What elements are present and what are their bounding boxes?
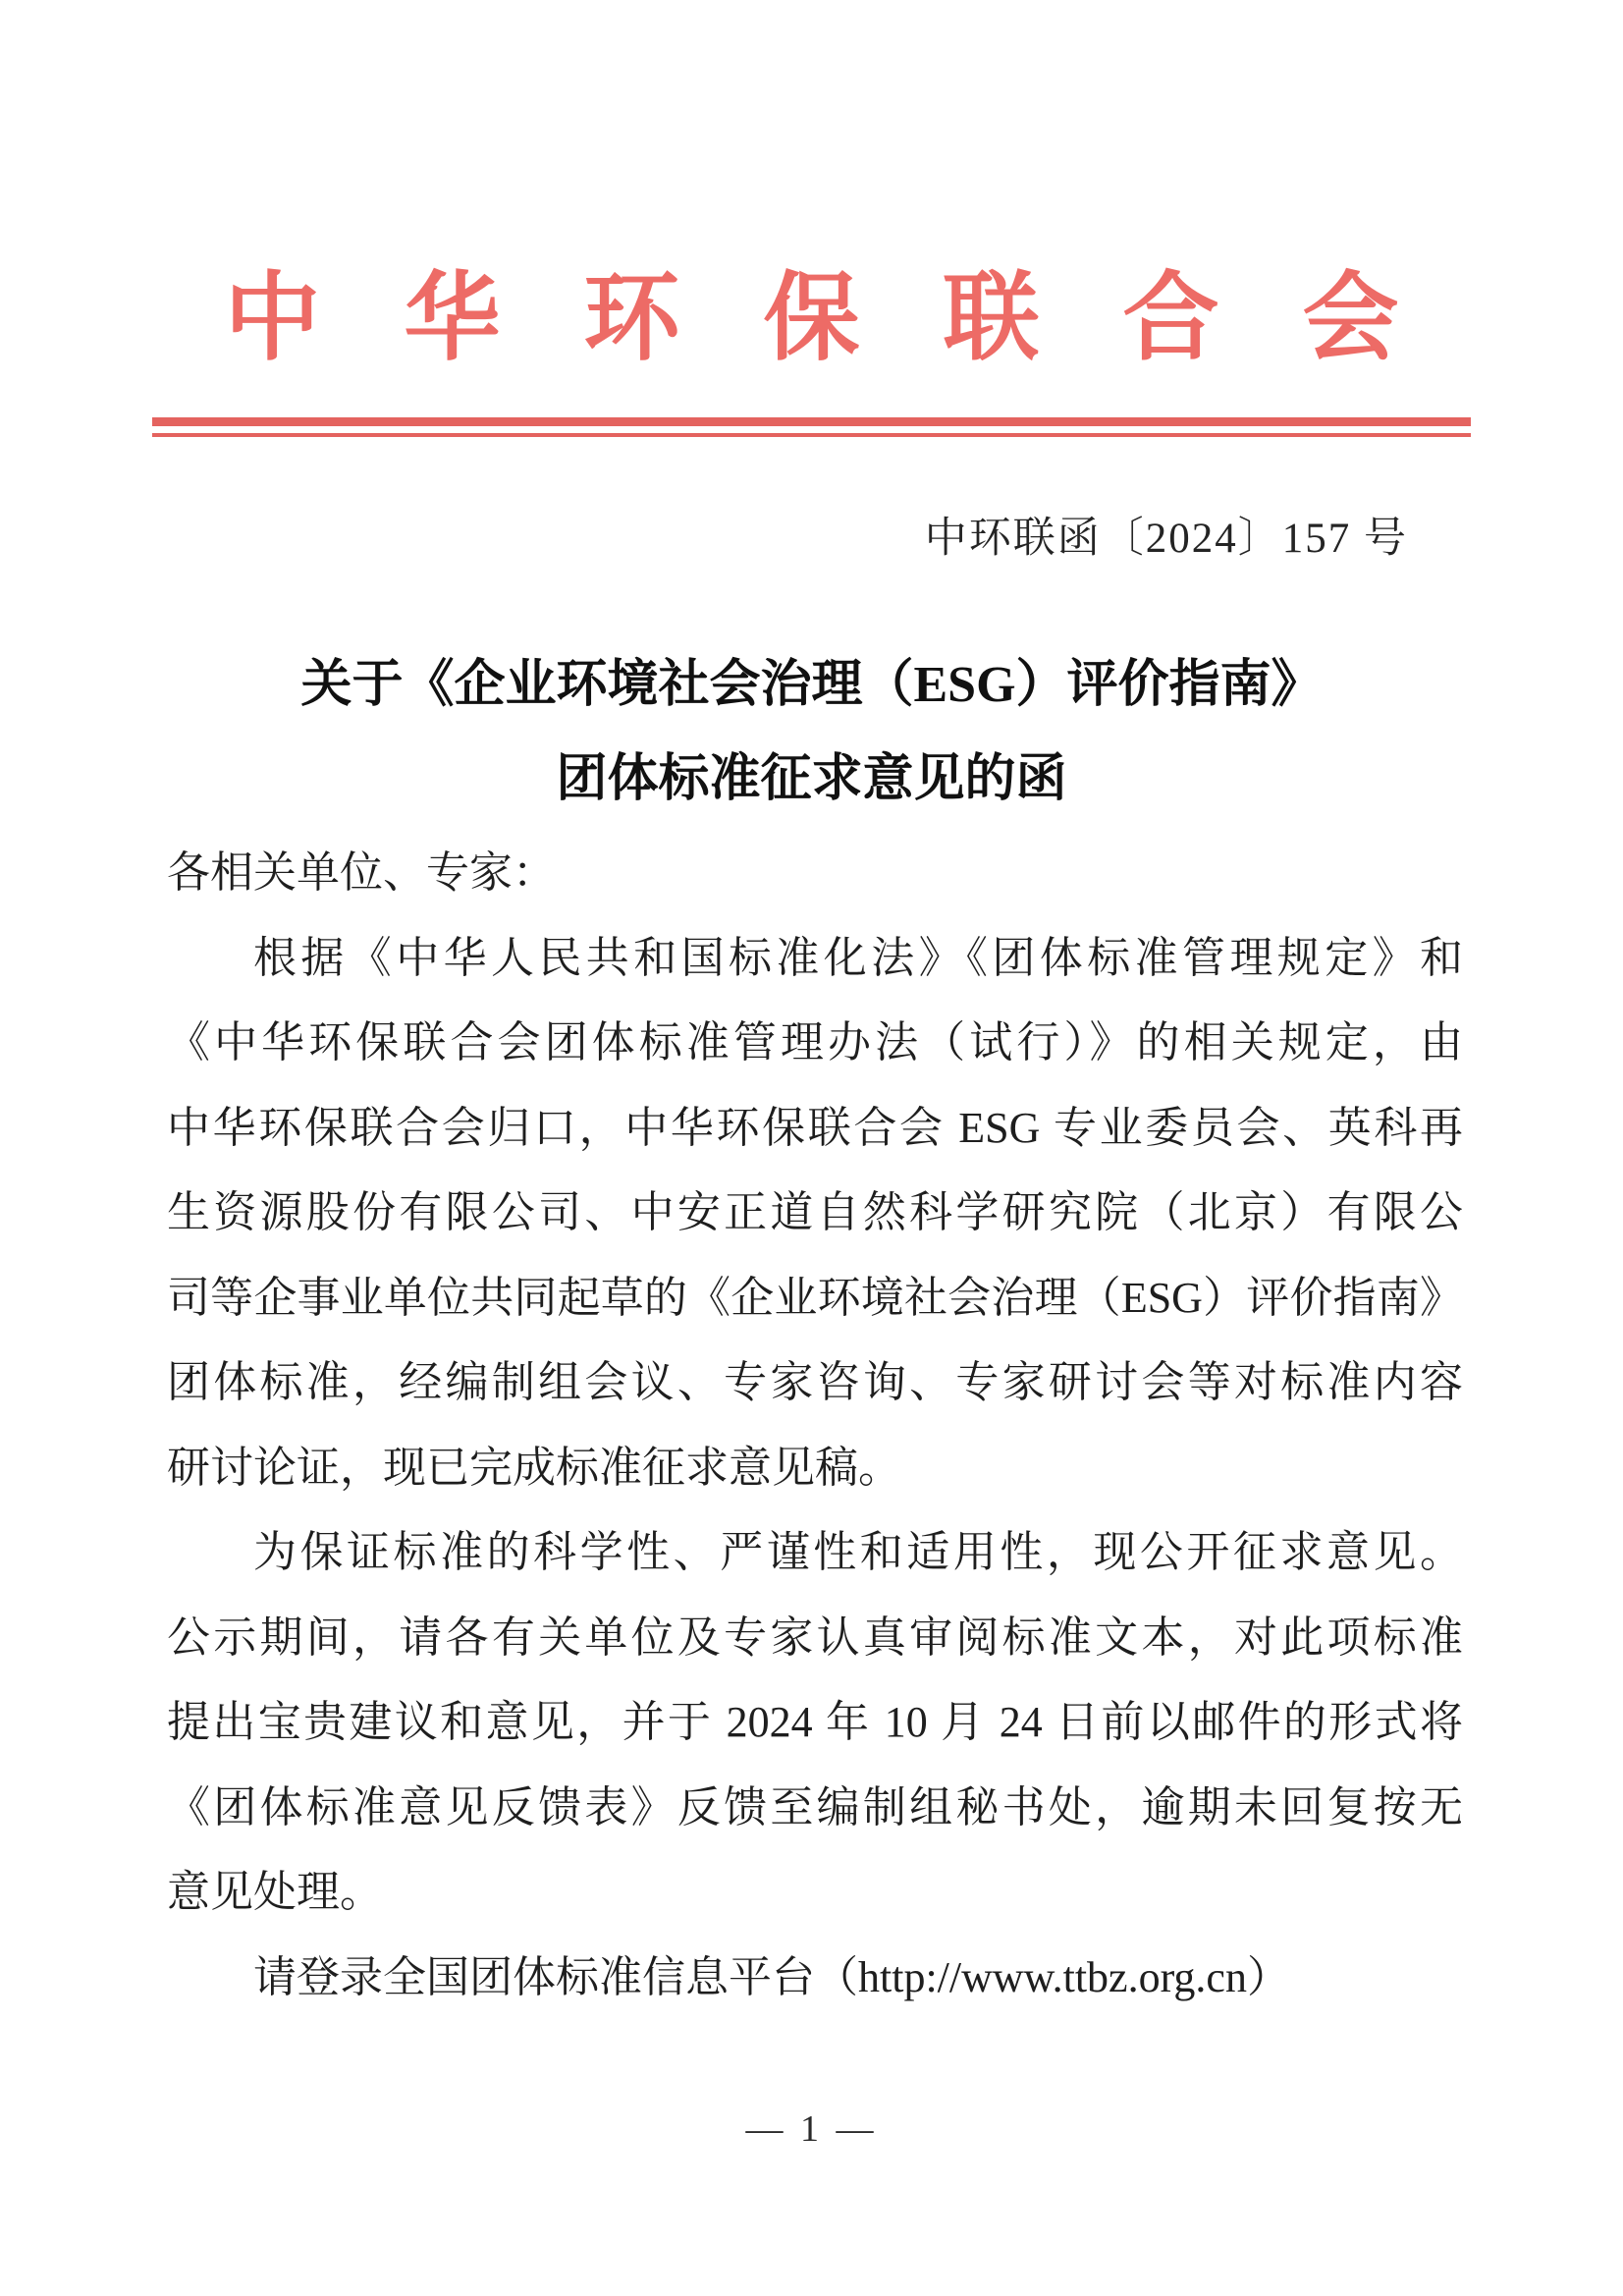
salutation: 各相关单位、专家： bbox=[167, 848, 556, 897]
body-line: 提出宝贵建议和意见，并于 2024 年 10 月 24 日前以邮件的形式将 bbox=[167, 1698, 1463, 1746]
body-line: 中华环保联合会归口，中华环保联合会 ESG 专业委员会、英科再 bbox=[167, 1103, 1463, 1152]
body-line: 意见处理。 bbox=[167, 1868, 383, 1916]
body-line: 研讨论证，现已完成标准征求意见稿。 bbox=[167, 1443, 901, 1492]
document-body bbox=[167, 831, 1463, 2020]
body-line: 司等企事业单位共同起草的《企业环境社会治理（ESG）评价指南》 bbox=[167, 1273, 1463, 1322]
document-title-line1: 关于《企业环境社会治理（ESG）评价指南》 bbox=[300, 657, 1323, 713]
body-line: 生资源股份有限公司、中安正道自然科学研究院（北京）有限公 bbox=[167, 1188, 1463, 1236]
document-title-line2: 团体标准征求意见的函 bbox=[556, 751, 1067, 807]
page-number: — 1 — bbox=[745, 2108, 878, 2150]
body-line: 团体标准，经编制组会议、专家咨询、专家研讨会等对标准内容 bbox=[167, 1358, 1463, 1406]
document-number: 中环联函〔2024〕157 号 bbox=[924, 516, 1408, 562]
body-line: 为保证标准的科学性、严谨性和适用性，现公开征求意见。 bbox=[253, 1528, 1463, 1576]
letterhead-org-name: 中华环保联合会 bbox=[224, 266, 1483, 372]
body-line: 请登录全国团体标准信息平台（http://www.ttbz.org.cn） bbox=[253, 1952, 1290, 2001]
body-line: 根据《中华人民共和国标准化法》《团体标准管理规定》和 bbox=[253, 933, 1463, 982]
body-line: 公示期间，请各有关单位及专家认真审阅标准文本，对此项标准 bbox=[167, 1613, 1463, 1662]
body-line: 《中华环保联合会团体标准管理办法（试行）》的相关规定，由 bbox=[167, 1018, 1463, 1066]
document-title bbox=[0, 638, 1623, 827]
body-line: 《团体标准意见反馈表》反馈至编制组秘书处，逾期未回复按无 bbox=[167, 1782, 1463, 1831]
letterhead-rule-thin bbox=[152, 433, 1471, 437]
letterhead-rule-thick bbox=[152, 417, 1471, 426]
